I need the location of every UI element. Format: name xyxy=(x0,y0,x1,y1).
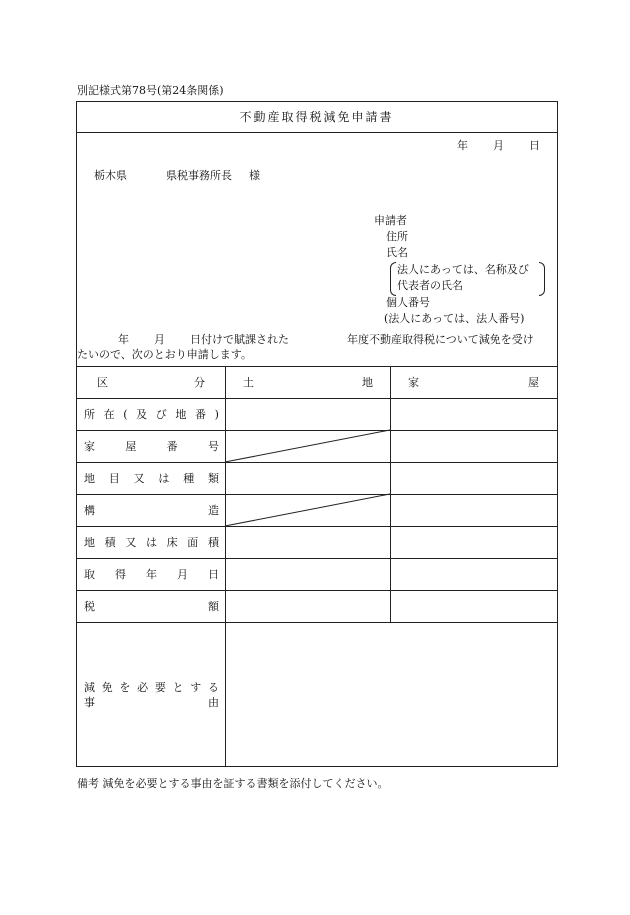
row-line-8 xyxy=(76,622,557,623)
label-char: 必 xyxy=(137,681,149,694)
label-char: 又 xyxy=(125,536,137,549)
label-char: 類 xyxy=(207,472,219,485)
left-bracket xyxy=(390,262,396,296)
house-number-land-slash xyxy=(225,430,390,462)
label-char: 屋 xyxy=(125,440,137,453)
statement-fiscal-line: 年度不動産取得税について減免を受け xyxy=(347,333,534,346)
form-title: 不動産取得税減免申請書 xyxy=(239,110,394,124)
addressee-office: 県税事務所長 xyxy=(166,169,232,182)
statement-year: 年 xyxy=(118,333,129,346)
header-land xyxy=(243,377,373,388)
personal-number-note: (法人にあっては、法人番号) xyxy=(384,312,525,325)
row-label-tax-amount xyxy=(84,601,219,612)
label-char: 年 xyxy=(146,568,157,581)
header-house-char2: 屋 xyxy=(528,376,539,389)
label-char: 造 xyxy=(208,504,219,517)
label-char: 月 xyxy=(177,568,188,581)
row-line-6 xyxy=(76,558,557,559)
reason-label-line1 xyxy=(84,682,219,693)
reason-label-line2 xyxy=(84,697,219,708)
right-bracket xyxy=(539,262,545,296)
header-land-char2: 地 xyxy=(362,376,373,389)
label-char: 番 xyxy=(166,440,178,453)
row-label-acquisition-date xyxy=(84,569,219,580)
label-char: 面 xyxy=(187,536,199,549)
row-line-1 xyxy=(76,398,557,399)
row-line-5 xyxy=(76,526,557,527)
header-category xyxy=(97,377,205,388)
label-char: 積 xyxy=(104,536,116,549)
label-char: ( xyxy=(123,408,128,421)
header-category-char1: 区 xyxy=(97,376,108,389)
date-year-label: 年 xyxy=(457,139,468,152)
label-char: を xyxy=(119,681,131,694)
label-char: 号 xyxy=(207,440,219,453)
personal-number-label: 個人番号 xyxy=(386,296,430,309)
header-land-char1: 土 xyxy=(243,376,254,389)
frame-bottom xyxy=(76,766,557,767)
label-char: 又 xyxy=(133,472,145,485)
table-top-line xyxy=(76,366,557,367)
addressee-prefecture: 栃木県 xyxy=(94,169,127,182)
frame-right xyxy=(557,101,558,767)
row-label-structure xyxy=(84,505,219,516)
label-char: 地 xyxy=(84,472,95,485)
applicant-name-label: 氏名 xyxy=(386,246,408,259)
label-char: 構 xyxy=(84,504,95,517)
frame-left xyxy=(76,101,77,766)
label-char: 要 xyxy=(154,681,166,694)
reason-label-char-ji: 事 xyxy=(84,696,95,709)
structure-land-slash xyxy=(225,494,390,526)
corp-note-line1: 法人にあっては、名称及び xyxy=(397,263,529,276)
col-line-category xyxy=(225,366,226,766)
footnote: 備考 減免を必要とする事由を証する書類を添付してください。 xyxy=(77,777,389,790)
label-char: 地 xyxy=(84,536,95,549)
label-char: る xyxy=(207,681,219,694)
label-char: 床 xyxy=(166,536,178,549)
row-line-4 xyxy=(76,494,557,495)
label-char: は xyxy=(158,472,170,485)
label-char: 及 xyxy=(136,408,148,421)
label-char: 積 xyxy=(207,536,219,549)
corp-note-line2: 代表者の氏名 xyxy=(397,279,463,292)
label-char: 地 xyxy=(175,408,187,421)
row-line-2 xyxy=(76,430,557,431)
row-label-location xyxy=(84,409,219,420)
applicant-label: 申請者 xyxy=(374,214,407,227)
label-char: 番 xyxy=(195,408,207,421)
date-month-label: 月 xyxy=(493,139,504,152)
date-day-label: 日 xyxy=(529,139,540,152)
row-line-3 xyxy=(76,462,557,463)
reason-label-char-yu: 由 xyxy=(208,696,219,709)
form-number: 別記様式第78号(第24条関係) xyxy=(77,84,224,97)
label-char: 減 xyxy=(84,681,95,694)
applicant-address-label: 住所 xyxy=(386,230,408,243)
statement-assessed: 日付けで賦課された xyxy=(190,333,289,346)
label-char: 額 xyxy=(208,600,219,613)
row-label-house-number xyxy=(84,441,219,452)
addressee-honorific: 様 xyxy=(249,169,260,182)
title-divider xyxy=(76,132,557,133)
label-char: 日 xyxy=(208,568,219,581)
label-char: 免 xyxy=(101,681,113,694)
label-char: ) xyxy=(214,408,219,421)
label-char: び xyxy=(155,408,167,421)
label-char: 目 xyxy=(108,472,120,485)
label-char: 取 xyxy=(84,568,95,581)
statement-line2: たいので、次のとおり申請します。 xyxy=(77,348,252,361)
label-char: 得 xyxy=(115,568,126,581)
header-house xyxy=(408,377,539,388)
col-line-land xyxy=(390,366,391,622)
label-char: 家 xyxy=(84,440,95,453)
statement-month: 月 xyxy=(154,333,165,346)
header-category-char2: 分 xyxy=(194,376,205,389)
row-line-7 xyxy=(76,590,557,591)
row-label-land-category xyxy=(84,473,219,484)
frame-top xyxy=(76,101,557,102)
header-house-char1: 家 xyxy=(408,376,419,389)
label-char: 在 xyxy=(103,408,115,421)
label-char: 種 xyxy=(183,472,195,485)
row-label-area xyxy=(84,537,219,548)
label-char: と xyxy=(172,681,184,694)
label-char: す xyxy=(190,681,202,694)
label-char: 税 xyxy=(84,600,95,613)
label-char: 所 xyxy=(84,408,95,421)
label-char: は xyxy=(145,536,157,549)
